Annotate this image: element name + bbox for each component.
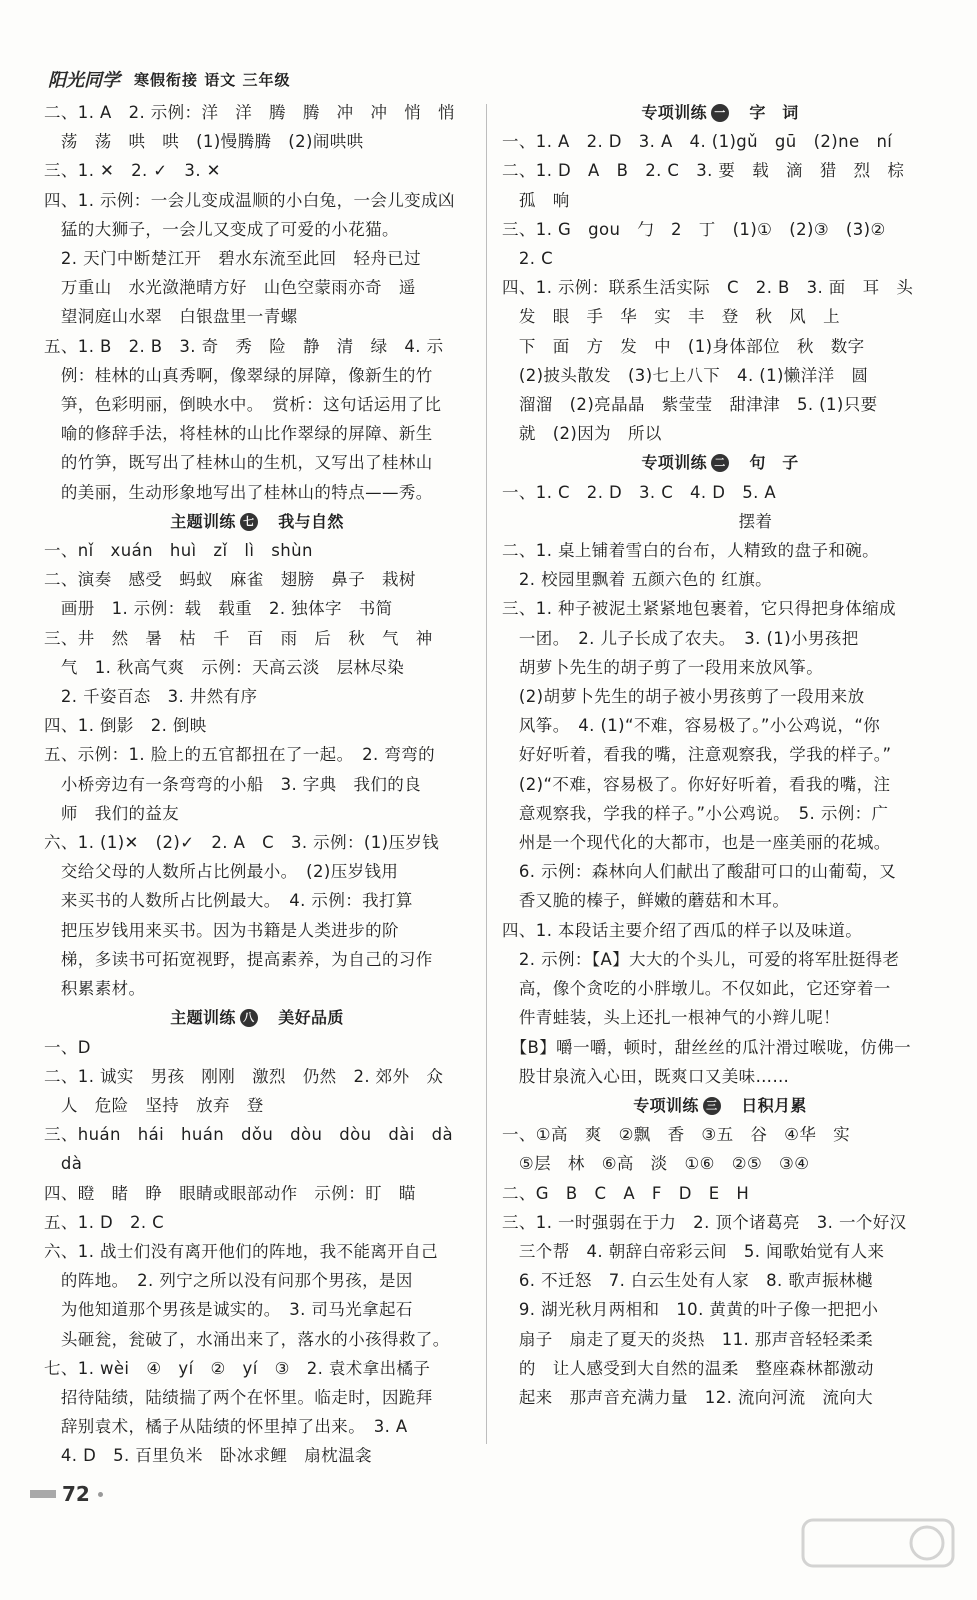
answer-line: 辞别袁术，橘子从陆绩的怀里掉了出来。 3. A (44, 1417, 408, 1437)
answer-line: 孤 响 (502, 190, 570, 210)
heading-topic: 美好品质 (261, 1008, 344, 1028)
answer-line: 二、1. 桌上铺着雪白的台布，人精致的盘子和碗。 (502, 541, 880, 561)
brand-logo: 阳光同学 (48, 70, 120, 91)
answer-line: 6. 示例：森林向人们献出了酸甜可口的山葡萄，又 (502, 862, 896, 882)
answer-line: 溜溜 (2)亮晶晶 紫莹莹 甜津津 5. (1)只要 (502, 395, 878, 415)
answer-line: 四、1. 倒影 2. 倒映 (44, 716, 207, 736)
answer-line: 三、huán hái huán dǒu dòu dòu dài dà (44, 1125, 454, 1145)
heading-label: 专项训练 (641, 453, 707, 473)
answer-line: 2. 千姿百态 3. 井然有序 (44, 687, 258, 707)
answer-line: 四、1. 本段话主要介绍了西瓜的样子以及味道。 (502, 920, 863, 940)
answer-line: 五、1. D 2. C (44, 1212, 165, 1232)
answer-line: 2. C (502, 249, 554, 269)
answer-line: 三、1. ✕ 2. ✓ 3. ✕ (44, 161, 221, 181)
heading-topic: 日积月累 (724, 1095, 807, 1115)
watermark-logo (799, 1512, 959, 1592)
answer-line: 三个帮 4. 朝辞白帝彩云间 5. 闻歌始觉有人来 (502, 1241, 885, 1261)
answer-line: 三、1. G gou 勹 2 丁 (1)① (2)③ (3)② (502, 219, 886, 239)
answer-line: 笋，色彩明丽，倒映水中。 赏析：这句话运用了比 (44, 395, 442, 415)
answer-line: 股甘泉流入心田，既爽口又美味…… (502, 1066, 790, 1086)
answer-line: 2. 校园里飘着 五颜六色的 红旗。 (502, 570, 773, 590)
answer-line: 三、1. 种子被泥土紧紧地包裹着，它只得把身体缩成 (502, 599, 896, 619)
answer-line: 交给父母的人数所占比例最小。 (2)压岁钱用 (44, 862, 399, 882)
answer-line: 州是一个现代化的大都市，也是一座美丽的花城。 (502, 833, 891, 853)
answer-line: ⑤层 林 ⑥高 淡 ①⑥ ②⑤ ③④ (502, 1154, 810, 1174)
answer-line: 下 面 方 发 中 (1)身体部位 秋 数字 (502, 336, 865, 356)
answer-line: 件青蛙装，头上还扎一根神气的小辫儿呢！ (502, 1008, 840, 1028)
answer-line: 六、1. 战士们没有离开他们的阵地，我不能离开自己 (44, 1241, 438, 1261)
answer-line: 气 1. 秋高气爽 示例：天高云淡 层林尽染 (44, 657, 405, 677)
answer-line: 三、1. 一时强弱在于力 2. 顶个诸葛亮 3. 一个好汉 (502, 1212, 907, 1232)
heading-number-badge: 八 (240, 1009, 258, 1027)
answer-line: 6. 不迁怒 7. 白云生处有人家 8. 歌声振林樾 (502, 1271, 873, 1291)
footer-bar (30, 1490, 56, 1498)
section-heading (502, 448, 938, 477)
answer-line: dà (44, 1154, 83, 1174)
answer-line: 好好听着，看我的嘴，注意观察我，学我的样子。” (502, 745, 892, 765)
answer-line: 香又脆的榛子，鲜嫩的蘑菇和木耳。 (502, 891, 790, 911)
answer-line: 二、1. 诚实 男孩 刚刚 激烈 仍然 2. 郊外 众 (44, 1066, 444, 1086)
heading-number-badge: 一 (711, 104, 729, 122)
answer-line: 五、1. B 2. B 3. 奇 秀 险 静 清 绿 4. 示 (44, 336, 444, 356)
heading-number-badge: 七 (240, 513, 258, 531)
heading-label: 主题训练 (170, 1008, 236, 1028)
answer-line: 积累素材。 (44, 979, 146, 999)
answer-line: 六、1. (1)✕ (2)✓ 2. A C 3. 示例：(1)压岁钱 (44, 833, 440, 853)
answer-line: 一、D (44, 1037, 91, 1057)
section-heading (44, 1003, 470, 1032)
answer-line: 四、1. 示例：联系生活实际 C 2. B 3. 面 耳 头 (502, 278, 914, 298)
answer-line: 发 眼 手 华 实 丰 登 秋 风 上 (502, 307, 840, 327)
answer-line: 招待陆绩，陆绩揣了两个在怀里。临走时，因跪拜 (44, 1387, 433, 1407)
answer-line: (2)披头散发 (3)七上八下 4. (1)懒洋洋 圆 (502, 365, 869, 385)
answer-line: 就 (2)因为 所以 (502, 424, 662, 444)
answer-line: 猛的大狮子，一会儿又变成了可爱的小花猫。 (44, 219, 399, 239)
heading-topic: 我与自然 (261, 511, 344, 531)
answer-line: 为他知道那个男孩是诚实的。 3. 司马光拿起石 (44, 1300, 413, 1320)
answer-line: 人 危险 坚持 放弃 登 (44, 1095, 264, 1115)
answer-line: 小桥旁边有一条弯弯的小船 3. 字典 我们的良 (44, 774, 422, 794)
answer-line: 梯，多读书可拓宽视野，提高素养，为自己的习作 (44, 949, 433, 969)
answer-line: 胡萝卜先生的胡子剪了一段用来放风筝。 (502, 657, 824, 677)
answer-line: 的阵地。 2. 列宁之所以没有问那个男孩，是因 (44, 1271, 413, 1291)
section-heading (502, 98, 938, 127)
answer-line: 例：桂林的山真秀啊，像翠绿的屏障，像新生的竹 (44, 365, 433, 385)
answer-line: 二、G B C A F D E H (502, 1183, 750, 1203)
heading-number-badge: 三 (703, 1097, 721, 1115)
answer-line: 4. D 5. 百里负米 卧冰求鲤 扇枕温衾 (44, 1446, 372, 1466)
answer-line: 来买书的人数所占比例最大。 4. 示例：我打算 (44, 891, 413, 911)
answer-line: 高，像个贪吃的小胖墩儿。不仅如此，它还穿着一 (502, 979, 891, 999)
answer-line: 的美丽，生动形象地写出了桂林山的特点——秀。 (44, 482, 433, 502)
answer-line: 的 让人感受到大自然的温柔 整座森林都激动 (502, 1358, 874, 1378)
heading-label: 主题训练 (170, 511, 236, 531)
answer-line: 9. 湖光秋月两相和 10. 黄黄的叶子像一把把小 (502, 1300, 879, 1320)
answer-line: 三、井 然 暑 枯 千 百 雨 后 秋 气 神 (44, 628, 433, 648)
answer-line: 四、瞪 睹 睁 眼睛或眼部动作 示例：盯 瞄 (44, 1183, 416, 1203)
answer-line: 把压岁钱用来买书。因为书籍是人类进步的阶 (44, 920, 399, 940)
answer-line: 师 我们的益友 (44, 803, 180, 823)
answer-line: 画册 1. 示例：载 载重 2. 独体字 书简 (44, 599, 393, 619)
book-title: 寒假衔接 语文 三年级 (134, 70, 291, 89)
answer-line: 【B】嚼一嚼，顿时，甜丝丝的瓜汁滑过喉咙，仿佛一 (502, 1037, 912, 1057)
section-heading (44, 507, 470, 536)
heading-topic: 句 子 (733, 453, 799, 473)
page-footer (30, 1482, 103, 1506)
answer-line: 四、1. 示例：一会儿变成温顺的小白兔，一会儿变成凶 (44, 190, 455, 210)
right-answer-column (502, 98, 938, 1412)
footer-dot (98, 1492, 103, 1497)
answer-line: 摆着 (502, 511, 773, 531)
heading-label: 专项训练 (641, 103, 707, 122)
section-heading (502, 1091, 938, 1120)
answer-line: 一、nǐ xuán huì zǐ lì shùn (44, 541, 313, 561)
answer-line: 2. 示例：【A】大大的个头儿，可爱的将军肚挺得老 (502, 949, 900, 969)
answer-line: 的竹笋，既写出了桂林山的生机，又写出了桂林山 (44, 453, 433, 473)
answer-line: 望洞庭山水翠 白银盘里一青螺 (44, 307, 298, 327)
page-header (48, 62, 290, 96)
heading-topic: 字 词 (733, 103, 799, 122)
answer-line: 喻的修辞手法，将桂林的山比作翠绿的屏障、新生 (44, 424, 433, 444)
left-answer-column (44, 98, 470, 1471)
answer-line: 万重山 水光潋滟晴方好 山色空蒙雨亦奇 遥 (44, 278, 416, 298)
answer-line: 一团。 2. 儿子长成了农夫。 3. (1)小男孩把 (502, 628, 859, 648)
answer-line: 五、示例：1. 脸上的五官都扭在了一起。 2. 弯弯的 (44, 745, 436, 765)
answer-line: (2)胡萝卜先生的胡子被小男孩剪了一段用来放 (502, 687, 865, 707)
answer-line: 一、1. A 2. D 3. A 4. (1)gǔ gū (2)ne ní (502, 132, 893, 152)
answer-line: 扇子 扇走了夏天的炎热 11. 那声音轻轻柔柔 (502, 1329, 874, 1349)
answer-line: 起来 那声音充满力量 12. 流向河流 流向大 (502, 1387, 874, 1407)
answer-line: 头砸瓮，瓮破了，水涌出来了，落水的小孩得救了。 (44, 1329, 450, 1349)
answer-line: 二、1. D A B 2. C 3. 要 载 滴 猎 烈 棕 (502, 161, 905, 181)
answer-line: 二、演奏 感受 蚂蚁 麻雀 翅膀 鼻子 栽树 (44, 570, 416, 590)
answer-line: 一、1. C 2. D 3. C 4. D 5. A (502, 482, 777, 502)
answer-line: 荡 荡 哄 哄 (1)慢腾腾 (2)闹哄哄 (44, 132, 364, 152)
answer-line: (2)“不难，容易极了。你好好听着，看我的嘴，注 (502, 774, 891, 794)
answer-line: 一、①高 爽 ②飘 香 ③五 谷 ④华 实 (502, 1125, 851, 1145)
answer-line: 风筝。 4. (1)“不难，容易极了。”小公鸡说，“你 (502, 716, 881, 736)
answer-line: 意观察我，学我的样子。”小公鸡说。 5. 示例：广 (502, 803, 889, 823)
column-divider (486, 104, 487, 1444)
answer-line: 二、1. A 2. 示例：洋 洋 腾 腾 冲 冲 悄 悄 (44, 103, 455, 122)
page-number: 72 (62, 1482, 90, 1506)
heading-label: 专项训练 (633, 1095, 699, 1115)
heading-number-badge: 二 (711, 454, 729, 472)
answer-line: 2. 天门中断楚江开 碧水东流至此回 轻舟已过 (44, 249, 422, 269)
answer-line: 七、1. wèi ④ yí ② yí ③ 2. 袁术拿出橘子 (44, 1358, 431, 1378)
